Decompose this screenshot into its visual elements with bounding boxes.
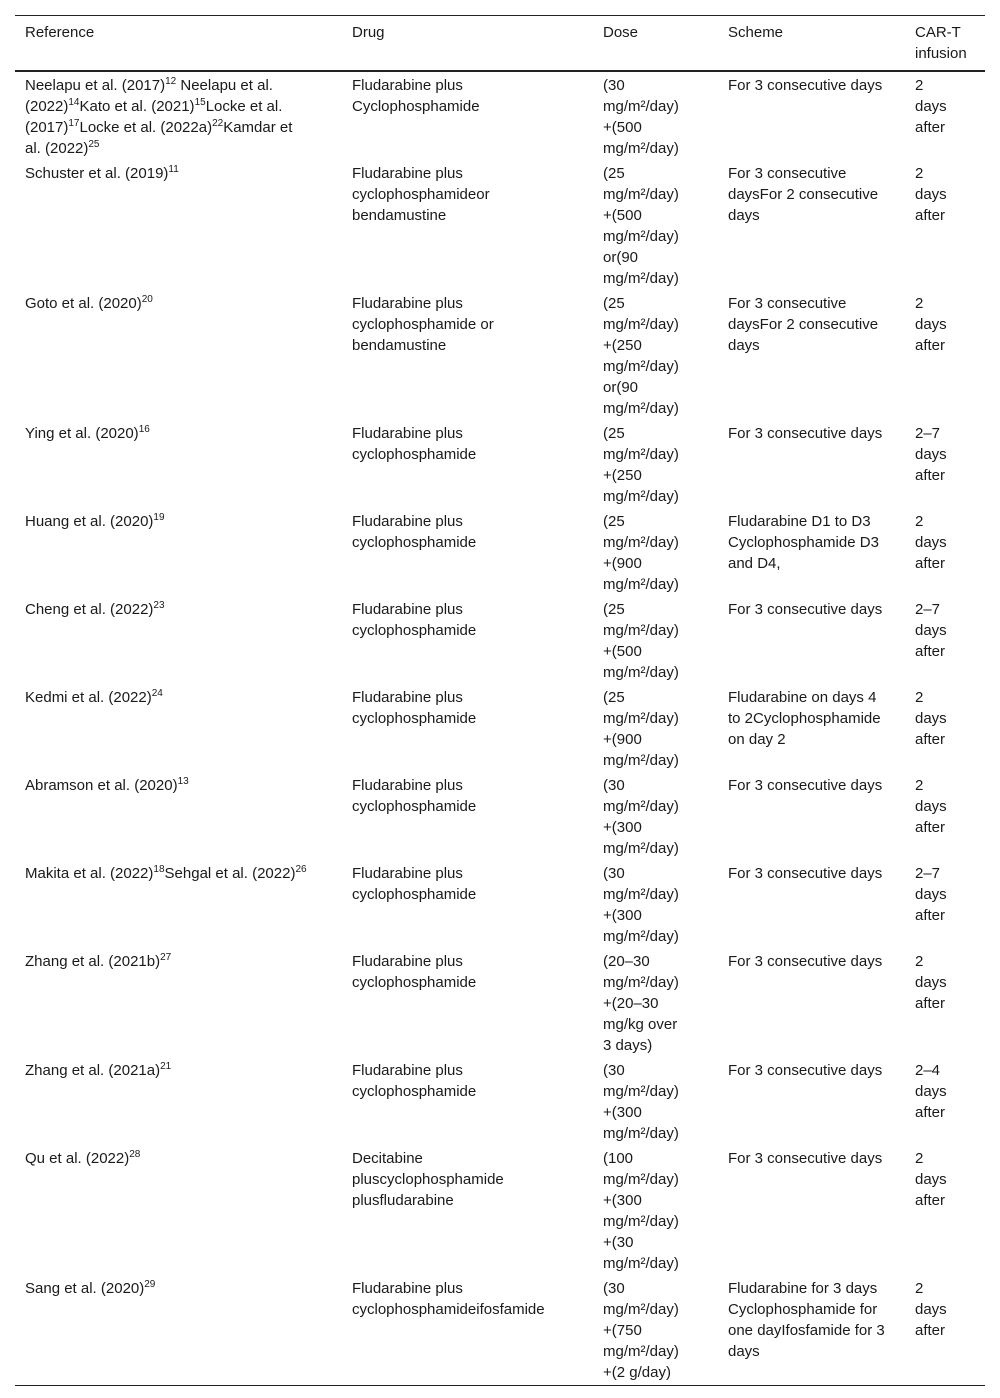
dose-line: +(20–30: [603, 995, 659, 1012]
cell-scheme: For 3 consecutive days: [728, 601, 883, 618]
infusion-line: days: [915, 974, 947, 991]
dose-line: mg/m²/day): [603, 840, 679, 857]
reference-text: Kedmi et al. (2022): [25, 689, 152, 706]
reference-text: Zhang et al. (2021a): [25, 1062, 161, 1079]
infusion-line: days: [915, 534, 947, 551]
dose-line: +(500: [603, 207, 642, 224]
infusion-line: after: [915, 555, 946, 572]
cell-dose: [593, 421, 718, 509]
dose-line: +(750: [603, 1322, 642, 1339]
reference-text: Qu et al. (2022): [25, 1150, 130, 1167]
cell-car-t-infusion: [905, 71, 985, 161]
infusion-line: days: [915, 1171, 947, 1188]
dose-line: mg/m²/day): [603, 534, 679, 551]
dose-line: mg/m²/day): [603, 186, 679, 203]
dose-line: mg/m²/day): [603, 798, 679, 815]
reference-citation-number: 28: [129, 1149, 141, 1160]
cell-car-t-infusion: [905, 509, 985, 597]
cell-reference: [15, 685, 342, 773]
reference-text: Neelapu et al. (2022): [25, 77, 273, 115]
cell-drug: Fludarabine plus cyclophosphamide: [352, 601, 477, 639]
reference-text: Sehgal et al. (2022): [164, 865, 296, 882]
infusion-line: after: [915, 467, 946, 484]
cell-reference: [15, 71, 342, 161]
reference-citation-number: 13: [177, 776, 189, 787]
dose-line: (30: [603, 77, 625, 94]
dose-line: +(30: [603, 1234, 634, 1251]
cell-scheme: Fludarabine on days 4 to 2Cyclophosphamide on day 2: [728, 689, 881, 748]
infusion-line: after: [915, 731, 946, 748]
treatment-table: [15, 15, 985, 1386]
dose-line: +(500: [603, 643, 642, 660]
infusion-line: 2: [915, 77, 924, 94]
cell-scheme: For 3 consecutive days: [728, 1150, 883, 1167]
header-row: [15, 16, 985, 72]
infusion-line: 2–7: [915, 601, 941, 618]
infusion-line: 2: [915, 953, 924, 970]
dose-line: mg/m²/day): [603, 1125, 679, 1142]
dose-line: mg/m²/day): [603, 1171, 679, 1188]
table-row: [15, 161, 985, 291]
cell-reference: [15, 291, 342, 421]
cell-dose: [593, 597, 718, 685]
dose-line: mg/m²/day): [603, 316, 679, 333]
header-reference: Reference: [25, 24, 95, 41]
dose-line: mg/m²/day): [603, 664, 679, 681]
infusion-line: days: [915, 1301, 947, 1318]
infusion-line: after: [915, 1192, 946, 1209]
cell-drug: Decitabine pluscyclophosphamide plusfludarabine: [352, 1150, 504, 1209]
cell-car-t-infusion: [905, 291, 985, 421]
cell-drug: Fludarabine plus cyclophosphamideor bendamustine: [352, 165, 490, 224]
cell-dose: [593, 161, 718, 291]
cell-reference: [15, 421, 342, 509]
dose-line: mg/m²/day): [603, 358, 679, 375]
table-body: [15, 71, 985, 1386]
infusion-line: after: [915, 907, 946, 924]
cell-reference: [15, 597, 342, 685]
reference-citation-number: 21: [160, 1061, 172, 1072]
dose-line: mg/kg over: [603, 1016, 678, 1033]
table-row: [15, 773, 985, 861]
reference-text: Cheng et al. (2022): [25, 601, 154, 618]
infusion-line: after: [915, 995, 946, 1012]
reference-text: Abramson et al. (2020): [25, 777, 178, 794]
cell-dose: [593, 71, 718, 161]
cell-dose: [593, 1058, 718, 1146]
cell-car-t-infusion: [905, 161, 985, 291]
cell-scheme: For 3 consecutive days: [728, 77, 883, 94]
infusion-line: after: [915, 1104, 946, 1121]
dose-line: +(900: [603, 555, 642, 572]
header-dose: Dose: [603, 24, 639, 41]
dose-line: or(90: [603, 379, 639, 396]
cell-reference: [15, 949, 342, 1058]
dose-line: (25: [603, 295, 625, 312]
dose-line: (100: [603, 1150, 634, 1167]
header-drug: Drug: [352, 24, 385, 41]
infusion-line: after: [915, 337, 946, 354]
cell-dose: [593, 773, 718, 861]
dose-line: +(300: [603, 819, 642, 836]
dose-line: mg/m²/day): [603, 1083, 679, 1100]
infusion-line: days: [915, 1083, 947, 1100]
reference-text: Zhang et al. (2021b): [25, 953, 161, 970]
cell-scheme: For 3 consecutive days: [728, 425, 883, 442]
dose-line: mg/m²/day): [603, 446, 679, 463]
dose-line: +(500: [603, 119, 642, 136]
dose-line: mg/m²/day): [603, 400, 679, 417]
dose-line: mg/m²/day): [603, 98, 679, 115]
cell-scheme: For 3 consecutive days: [728, 777, 883, 794]
reference-citation-number: 17: [68, 118, 80, 129]
cell-reference: [15, 1146, 342, 1276]
cell-dose: [593, 1146, 718, 1276]
dose-line: mg/m²/day): [603, 1213, 679, 1230]
cell-dose: [593, 509, 718, 597]
dose-line: mg/m²/day): [603, 488, 679, 505]
dose-line: (30: [603, 1062, 625, 1079]
cell-drug: Fludarabine plus cyclophosphamideifosfamide: [352, 1280, 545, 1318]
reference-text: Neelapu et al. (2017): [25, 77, 166, 94]
cell-drug: Fludarabine plus Cyclophosphamide: [352, 77, 480, 115]
cell-reference: [15, 1276, 342, 1386]
cell-drug: Fludarabine plus cyclophosphamide: [352, 777, 477, 815]
dose-line: (30: [603, 777, 625, 794]
dose-line: mg/m²/day): [603, 974, 679, 991]
table-row: [15, 1146, 985, 1276]
cell-car-t-infusion: [905, 685, 985, 773]
table-row: [15, 291, 985, 421]
infusion-line: 2: [915, 295, 924, 312]
table-row: [15, 509, 985, 597]
cell-dose: [593, 949, 718, 1058]
table-row: [15, 71, 985, 161]
infusion-line: 2: [915, 777, 924, 794]
dose-line: +(300: [603, 1104, 642, 1121]
reference-citation-number: 14: [68, 97, 80, 108]
cell-drug: Fludarabine plus cyclophosphamide: [352, 865, 477, 903]
table-row: [15, 685, 985, 773]
infusion-line: days: [915, 622, 947, 639]
reference-citation-number: 24: [151, 688, 163, 699]
cell-drug: Fludarabine plus cyclophosphamide: [352, 953, 477, 991]
table-row: [15, 1276, 985, 1386]
reference-text: Locke et al. (2022a): [79, 119, 213, 136]
cell-drug: Fludarabine plus cyclophosphamide: [352, 689, 477, 727]
dose-line: (20–30: [603, 953, 650, 970]
cell-reference: [15, 861, 342, 949]
cell-scheme: For 3 consecutive days: [728, 865, 883, 882]
infusion-line: 2: [915, 513, 924, 530]
cell-drug: Fludarabine plus cyclophosphamide: [352, 425, 477, 463]
infusion-line: days: [915, 886, 947, 903]
cell-drug: Fludarabine plus cyclophosphamide or bendamustine: [352, 295, 494, 354]
cell-scheme: For 3 consecutive days: [728, 953, 883, 970]
cell-scheme: For 3 consecutive days: [728, 1062, 883, 1079]
dose-line: mg/m²/day): [603, 270, 679, 287]
infusion-line: after: [915, 119, 946, 136]
cell-reference: [15, 1058, 342, 1146]
infusion-line: days: [915, 446, 947, 463]
infusion-line: 2–4: [915, 1062, 941, 1079]
dose-line: mg/m²/day): [603, 886, 679, 903]
infusion-line: 2: [915, 165, 924, 182]
cell-scheme: Fludarabine D1 to D3 Cyclophosphamide D3 and D4,: [728, 513, 879, 572]
cell-car-t-infusion: [905, 773, 985, 861]
dose-line: mg/m²/day): [603, 1343, 679, 1360]
dose-line: (25: [603, 425, 625, 442]
cell-car-t-infusion: [905, 1276, 985, 1386]
dose-line: (25: [603, 689, 625, 706]
reference-text: Huang et al. (2020): [25, 513, 154, 530]
reference-text: Kato et al. (2021): [79, 98, 195, 115]
header-car-t-infusion: CAR-T infusion: [915, 24, 967, 62]
dose-line: mg/m²/day): [603, 622, 679, 639]
dose-line: 3 days): [603, 1037, 653, 1054]
cell-car-t-infusion: [905, 949, 985, 1058]
reference-text: Makita et al. (2022): [25, 865, 154, 882]
table-row: [15, 421, 985, 509]
cell-car-t-infusion: [905, 1058, 985, 1146]
cell-scheme: For 3 consecutive daysFor 2 consecutive days: [728, 165, 879, 224]
dose-line: mg/m²/day): [603, 1301, 679, 1318]
reference-citation-number: 16: [138, 424, 150, 435]
reference-citation-number: 27: [160, 952, 172, 963]
dose-line: mg/m²/day): [603, 228, 679, 245]
reference-citation-number: 22: [212, 118, 224, 129]
reference-citation-number: 18: [153, 864, 165, 875]
infusion-line: days: [915, 798, 947, 815]
infusion-line: 2: [915, 689, 924, 706]
infusion-line: after: [915, 207, 946, 224]
dose-line: mg/m²/day): [603, 140, 679, 157]
cell-drug: Fludarabine plus cyclophosphamide: [352, 1062, 477, 1100]
cell-dose: [593, 291, 718, 421]
cell-car-t-infusion: [905, 1146, 985, 1276]
infusion-line: after: [915, 819, 946, 836]
table-row: [15, 597, 985, 685]
infusion-line: 2: [915, 1280, 924, 1297]
table-row: [15, 949, 985, 1058]
cell-dose: [593, 861, 718, 949]
dose-line: (30: [603, 865, 625, 882]
dose-line: or(90: [603, 249, 639, 266]
infusion-line: 2: [915, 1150, 924, 1167]
reference-text: Schuster et al. (2019): [25, 165, 169, 182]
reference-text: Locke et al. (2017): [25, 98, 283, 136]
infusion-line: days: [915, 98, 947, 115]
cell-dose: [593, 685, 718, 773]
cell-reference: [15, 773, 342, 861]
cell-scheme: Fludarabine for 3 days Cyclophosphamide for one dayIfosfamide for 3 days: [728, 1280, 885, 1360]
reference-citation-number: 11: [168, 164, 179, 175]
reference-citation-number: 20: [141, 294, 153, 305]
infusion-line: days: [915, 710, 947, 727]
reference-citation-number: 29: [144, 1279, 156, 1290]
dose-line: mg/m²/day): [603, 710, 679, 727]
reference-citation-number: 23: [153, 600, 165, 611]
cell-car-t-infusion: [905, 421, 985, 509]
infusion-line: 2–7: [915, 425, 941, 442]
cell-car-t-infusion: [905, 861, 985, 949]
dose-line: (25: [603, 601, 625, 618]
cell-drug: Fludarabine plus cyclophosphamide: [352, 513, 477, 551]
cell-scheme: For 3 consecutive daysFor 2 consecutive days: [728, 295, 879, 354]
dose-line: (25: [603, 513, 625, 530]
table-row: [15, 1058, 985, 1146]
reference-text: Ying et al. (2020): [25, 425, 139, 442]
infusion-line: days: [915, 186, 947, 203]
dose-line: (30: [603, 1280, 625, 1297]
reference-text: Goto et al. (2020): [25, 295, 142, 312]
dose-line: +(900: [603, 731, 642, 748]
dose-line: +(250: [603, 337, 642, 354]
dose-line: +(250: [603, 467, 642, 484]
dose-line: +(300: [603, 1192, 642, 1209]
table-row: [15, 861, 985, 949]
reference-text: Kamdar et al. (2022): [25, 119, 293, 157]
cell-reference: [15, 509, 342, 597]
reference-text: Sang et al. (2020): [25, 1280, 145, 1297]
table-container: [15, 15, 985, 1386]
infusion-line: after: [915, 1322, 946, 1339]
reference-citation-number: 26: [295, 864, 307, 875]
dose-line: mg/m²/day): [603, 928, 679, 945]
infusion-line: after: [915, 643, 946, 660]
cell-dose: [593, 1276, 718, 1386]
reference-citation-number: 25: [88, 139, 100, 150]
reference-citation-number: 12: [165, 76, 177, 87]
dose-line: +(300: [603, 907, 642, 924]
reference-citation-number: 15: [194, 97, 206, 108]
cell-car-t-infusion: [905, 597, 985, 685]
dose-line: (25: [603, 165, 625, 182]
header-scheme: Scheme: [728, 24, 784, 41]
infusion-line: days: [915, 316, 947, 333]
cell-reference: [15, 161, 342, 291]
reference-citation-number: 19: [153, 512, 165, 523]
dose-line: +(2 g/day): [603, 1364, 671, 1381]
infusion-line: 2–7: [915, 865, 941, 882]
dose-line: mg/m²/day): [603, 752, 679, 769]
dose-line: mg/m²/day): [603, 1255, 679, 1272]
dose-line: mg/m²/day): [603, 576, 679, 593]
